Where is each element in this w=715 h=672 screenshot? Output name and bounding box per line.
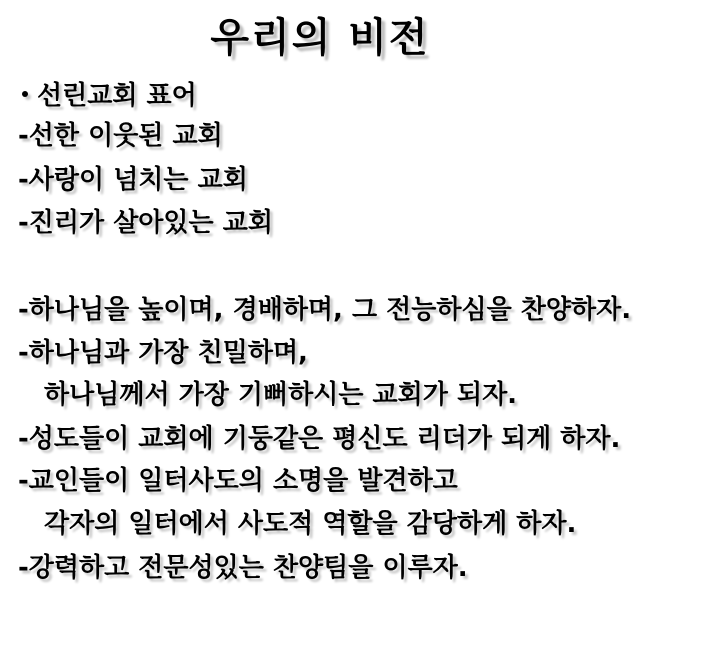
motto-item: -사랑이 넘치는 교회 xyxy=(18,165,248,195)
vision-line-continued: 하나님께서 가장 기뻐하시는 교회가 되자. xyxy=(44,380,518,410)
vision-line: -강력하고 전문성있는 찬양팀을 이루자. xyxy=(18,553,468,583)
motto-heading-row xyxy=(22,78,197,114)
vision-line-continued: 각자의 일터에서 사도적 역할을 감당하게 하자. xyxy=(44,509,577,539)
vision-line: -하나님과 가장 친밀하며, xyxy=(18,338,308,368)
vision-line: -성도들이 교회에 기둥같은 평신도 리더가 되게 하자. xyxy=(18,424,621,454)
vision-line: -하나님을 높이며, 경배하며, 그 전능하심을 찬양하자. xyxy=(18,295,632,325)
page-title: 우리의 비전 xyxy=(210,15,430,61)
vision-line: -교인들이 일터사도의 소명을 발견하고 xyxy=(18,466,458,496)
motto-item: -선한 이웃된 교회 xyxy=(18,121,223,151)
motto-item: -진리가 살아있는 교회 xyxy=(18,208,273,238)
bullet-icon xyxy=(22,91,28,97)
motto-heading: 선린교회 표어 xyxy=(37,81,197,111)
